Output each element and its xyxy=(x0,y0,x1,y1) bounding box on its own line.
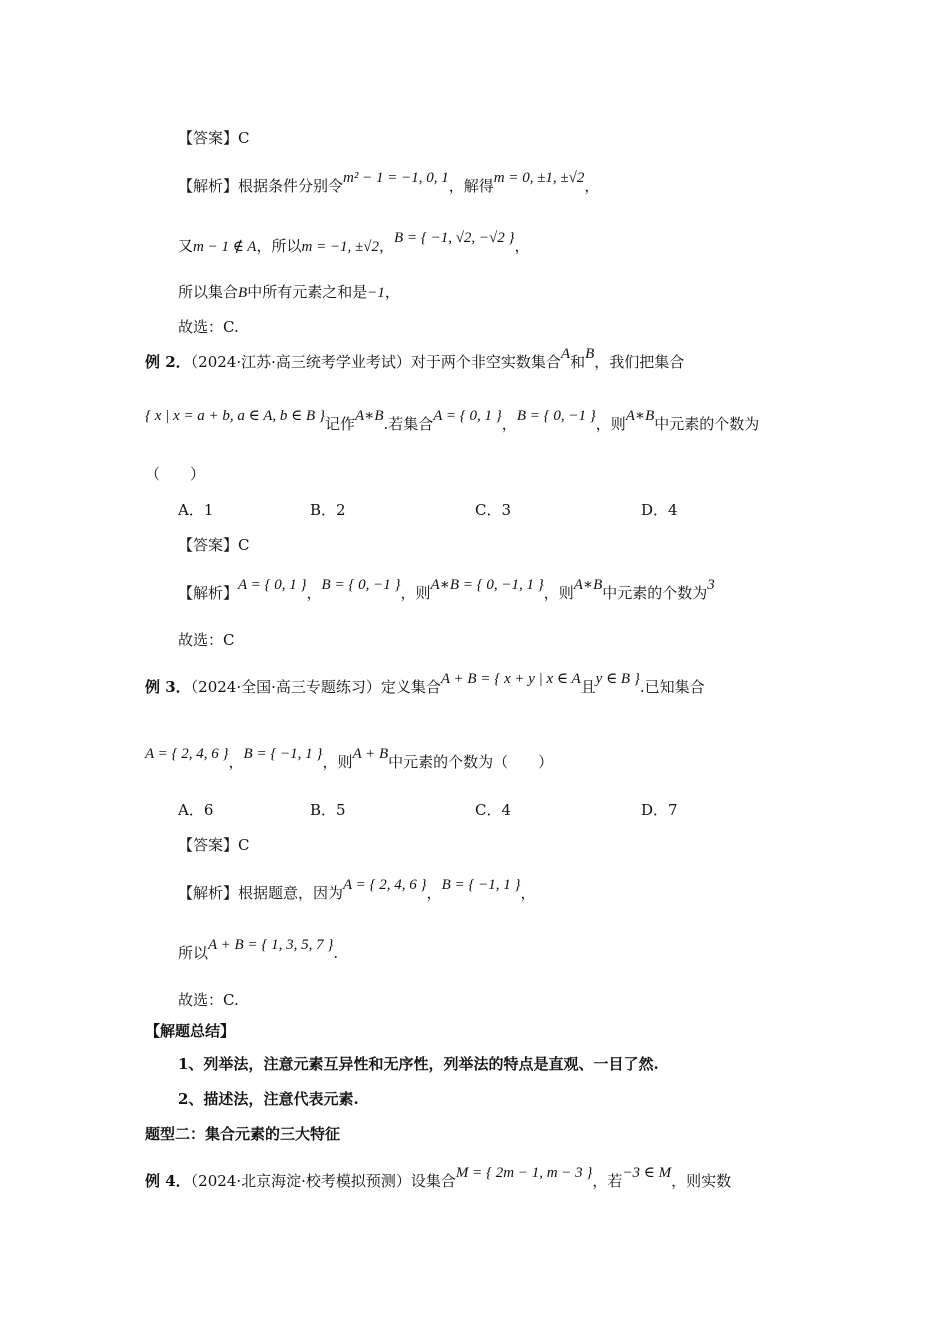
text: ， xyxy=(228,753,244,771)
ex1-analysis-line-3 xyxy=(178,282,400,303)
math-expr: A = { 0, 1 } xyxy=(238,577,307,593)
ex3-question-line-2 xyxy=(145,746,554,773)
text: 且 xyxy=(580,678,596,696)
math-expr: A∗B xyxy=(573,577,603,593)
example-label: 例 3． xyxy=(145,678,191,696)
math-expr: y ∈ B } xyxy=(595,671,640,687)
text: ， xyxy=(306,584,322,602)
text: 和 xyxy=(570,353,586,371)
ex2-choose: 故选：C xyxy=(178,631,235,649)
math-expr: −3 ∈ M xyxy=(622,1165,672,1181)
math-expr: −1 xyxy=(367,285,385,301)
text: ，解得 xyxy=(448,177,494,195)
text: . xyxy=(333,944,339,962)
math-expr: B = { −1, 1 } xyxy=(243,746,323,762)
summary-title: 【解题总结】 xyxy=(145,1022,236,1040)
analysis-label: 【解析】 xyxy=(178,584,239,602)
analysis-label: 【解析】 xyxy=(178,884,239,902)
math-expr: A∗B = { 0, −1, 1 } xyxy=(430,577,544,593)
text: .若集合 xyxy=(383,415,434,433)
ex3-so-line xyxy=(178,937,339,964)
question-source: （2024·北京海淀·校考模拟预测）设集合 xyxy=(190,1172,456,1190)
text: 中所有元素之和是 xyxy=(247,283,368,301)
math-expr: M = { 2m − 1, m − 3 } xyxy=(455,1165,593,1181)
text: ， xyxy=(379,237,395,255)
math-expr: B xyxy=(238,285,248,301)
ex2-answer: 【答案】C xyxy=(178,536,250,554)
ex2-option-d[interactable]: D．4 xyxy=(641,501,678,519)
ex1-analysis-line-2 xyxy=(178,230,530,257)
math-expr: m² − 1 = −1, 0, 1 xyxy=(343,170,449,186)
math-expr: B xyxy=(585,346,595,362)
text: ，若 xyxy=(592,1172,623,1190)
ex2-analysis xyxy=(178,577,715,604)
text: .已知集合 xyxy=(639,678,705,696)
math-expr: A∗B xyxy=(354,408,384,424)
math-expr: m = 0, ±1, ±√2 xyxy=(493,170,585,186)
ex3-question-line-1 xyxy=(145,671,705,698)
text: ， xyxy=(584,177,600,195)
text: ，则 xyxy=(400,584,431,602)
ex3-answer: 【答案】C xyxy=(178,836,250,854)
text: ， xyxy=(501,415,517,433)
example-label: 例 4． xyxy=(145,1172,191,1190)
question-source: （2024·江苏·高三统考学业考试）对于两个非空实数集合 xyxy=(190,353,561,371)
text: 所以集合 xyxy=(178,283,239,301)
text: 又 xyxy=(178,237,194,255)
text: ，则 xyxy=(595,415,626,433)
text: ， xyxy=(514,237,530,255)
analysis-label: 【解析】 xyxy=(178,177,239,195)
text: ，则实数 xyxy=(671,1172,732,1190)
summary-item-2: 2、描述法，注意代表元素. xyxy=(178,1090,359,1108)
example-label: 例 2． xyxy=(145,353,191,371)
text: 中元素的个数为 xyxy=(654,415,760,433)
text: 根据条件分别令 xyxy=(238,177,344,195)
math-expr: A + B = { 1, 3, 5, 7 } xyxy=(208,937,334,953)
math-expr: B = { −1, √2, −√2 } xyxy=(394,230,515,246)
text: ， xyxy=(426,884,442,902)
math-expr: A∗B xyxy=(625,408,655,424)
ex1-choose: 故选：C. xyxy=(178,318,239,336)
ex3-choose: 故选：C. xyxy=(178,991,239,1009)
math-expr: A xyxy=(560,346,571,362)
text: ， xyxy=(520,884,536,902)
ex3-analysis xyxy=(178,877,536,904)
math-expr: A = { 2, 4, 6 } xyxy=(343,877,427,893)
ex2-option-c[interactable]: C．3 xyxy=(475,501,512,519)
math-expr: A + B = { x + y | x ∈ A xyxy=(440,671,581,687)
text: ，所以 xyxy=(256,237,302,255)
text: 根据题意，因为 xyxy=(238,884,344,902)
ex2-option-a[interactable]: A．1 xyxy=(178,501,214,519)
ex3-option-d[interactable]: D．7 xyxy=(641,801,678,819)
ex3-option-c[interactable]: C．4 xyxy=(475,801,512,819)
question-source: （2024·全国·高三专题练习）定义集合 xyxy=(190,678,441,696)
ex1-analysis-line-1 xyxy=(178,170,600,197)
ex2-question-line-2 xyxy=(145,408,760,435)
ex2-paren: （ ） xyxy=(145,465,206,483)
text: 中元素的个数为（ ） xyxy=(388,753,554,771)
ex3-option-b[interactable]: B．5 xyxy=(310,801,346,819)
text: 所以 xyxy=(178,944,209,962)
section-title: 题型二：集合元素的三大特征 xyxy=(145,1125,341,1143)
text: 记作 xyxy=(324,415,355,433)
math-expr: A = { 0, 1 } xyxy=(433,408,502,424)
text: ，我们把集合 xyxy=(594,353,685,371)
ex1-answer: 【答案】C xyxy=(178,129,250,147)
math-expr: B = { 0, −1 } xyxy=(321,577,401,593)
text: ， xyxy=(384,283,400,301)
summary-item-1: 1、列举法，注意元素互异性和无序性，列举法的特点是直观、一目了然. xyxy=(178,1055,659,1073)
ex4-question-line-1 xyxy=(145,1165,732,1192)
math-expr: 3 xyxy=(707,577,715,593)
math-expr: { x | x = a + b, a ∈ A, b ∈ B } xyxy=(145,408,325,424)
ex2-option-b[interactable]: B．2 xyxy=(310,501,346,519)
math-expr: B = { −1, 1 } xyxy=(441,877,521,893)
math-expr: A + B xyxy=(352,746,389,762)
math-expr: B = { 0, −1 } xyxy=(516,408,596,424)
math-expr: m = −1, ±√2 xyxy=(301,239,380,255)
ex2-question-line-1 xyxy=(145,346,685,373)
math-expr: A = { 2, 4, 6 } xyxy=(145,746,229,762)
text: 中元素的个数为 xyxy=(602,584,708,602)
math-expr: m − 1 ∉ A xyxy=(193,239,257,255)
ex3-option-a[interactable]: A．6 xyxy=(178,801,214,819)
text: ，则 xyxy=(322,753,353,771)
text: ，则 xyxy=(543,584,574,602)
